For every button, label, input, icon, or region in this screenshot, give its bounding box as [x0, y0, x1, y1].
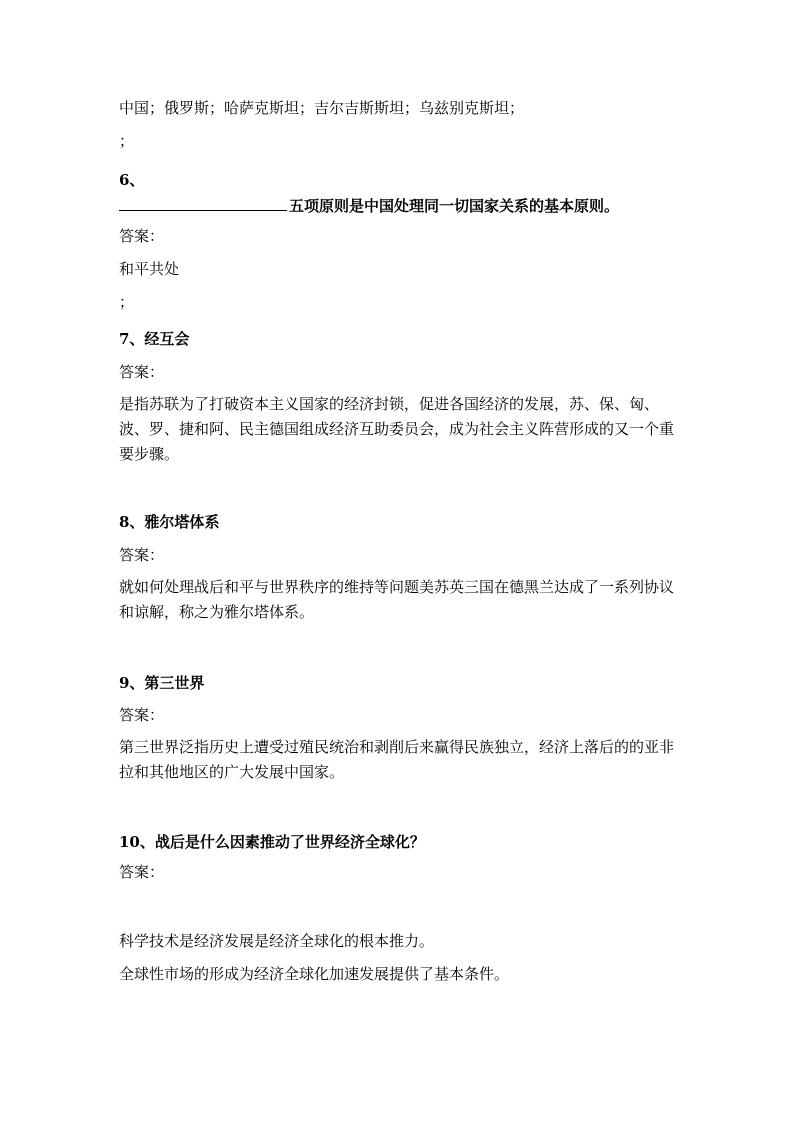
q6-question-text: 五项原则是中国处理同一切国家关系的基本原则。 [289, 197, 620, 215]
q9-answer-text: 第三世界泛指历史上遭受过殖民统治和剥削后来赢得民族独立，经济上落后的的亚非拉和其他地区的广大发展中国家。 [119, 738, 675, 781]
q9-title: 9、第三世界 [119, 674, 205, 692]
q10-answer-line: 科学技术是经济发展是经济全球化的根本推力。 [119, 932, 435, 950]
q6-answer-text: 和平共处 [119, 260, 180, 278]
q6-number: 6、 [119, 171, 145, 189]
q10-answer-line: 全球性市场的形成为经济全球化加速发展提供了基本条件。 [119, 965, 510, 983]
q8-answer-text: 就如何处理战后和平与世界秩序的维持等问题美苏英三国在德黑兰达成了一系列协议和谅解，称之为雅尔塔体系。 [119, 578, 675, 621]
q7-answer-label: 答案： [119, 363, 165, 381]
q10-title: 10、战后是什么因素推动了世界经济全球化？ [119, 833, 425, 851]
q5-end-mark: ； [119, 132, 135, 150]
q6-end-mark: ； [119, 293, 135, 311]
q8-answer-label: 答案： [119, 546, 165, 564]
q6-answer-label: 答案： [119, 227, 165, 245]
fill-in-blank [119, 196, 287, 211]
q7-answer-text: 是指苏联为了打破资本主义国家的经济封锁，促进各国经济的发展，苏、保、匈、波、罗、捷和阿、民主德国组成经济互助委员会，成为社会主义阵营形成的又一个重要步骤。 [119, 395, 675, 463]
q10-answer-label: 答案： [119, 863, 165, 881]
q9-answer-label: 答案： [119, 706, 165, 724]
q8-title: 8、雅尔塔体系 [119, 513, 220, 531]
q7-title: 7、经互会 [119, 330, 190, 348]
q5-answer-text: 中国；俄罗斯；哈萨克斯坦；吉尔吉斯斯坦；乌兹别克斯坦； [119, 99, 525, 117]
q6-question [119, 196, 619, 215]
